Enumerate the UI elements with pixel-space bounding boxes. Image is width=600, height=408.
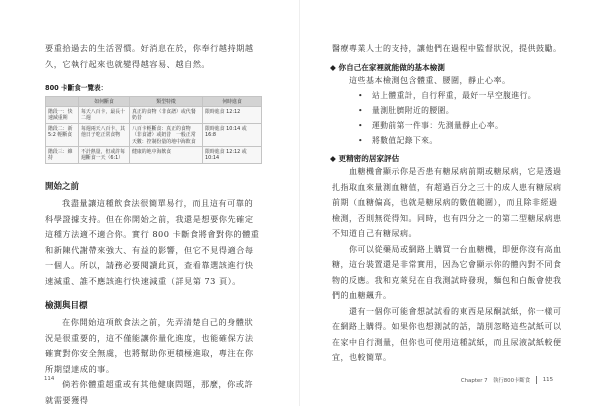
- list-item-text: 站上體重計，自行秤重，最好一早空腹進行。: [372, 91, 536, 100]
- table-cell: 限時進食 12:12 或 10:14: [203, 147, 262, 164]
- table-cell: 健康的地中海飲食: [130, 147, 203, 164]
- bullet-icon: •: [358, 136, 363, 145]
- left-para-1: 要重拾過去的生活習慣。好消息在於，你奉行越持期越久，它執行起來也就變得越容易、越自然。: [45, 43, 254, 69]
- footer-divider: [536, 376, 537, 384]
- list-item-text: 運動前第一件事：先測量靜止心率。: [372, 121, 504, 130]
- list-item-text: 將數值記錄下來。: [372, 136, 438, 145]
- section-before-start-text: 我盡量讓這種飲食法很簡單易行，而且這有可靠的科學證據支持。但在你開始之前，我還是想要你先確定這種方法適不適合你。實行 800 卡斷食將會對你的體重和新陳代謝帶來強大、有益的影響，但它不見得適合每一個人。所以，請務必要閱讀此頁，查看靠選該進行快速減重、誰不應該進行快速減重（詳見第 73 頁）。: [45, 198, 260, 286]
- table-row: [46, 147, 262, 164]
- left-page-number: 114: [44, 376, 55, 382]
- table-cell: 不計熱量，但或許每週斷食一天（6:1）: [79, 147, 130, 164]
- left-page: [0, 0, 300, 406]
- list-item-text: 量測肚臍附近的腰圍。: [372, 106, 454, 115]
- right-page: [300, 0, 600, 406]
- left-content: [45, 41, 260, 408]
- bullet-icon: •: [358, 106, 363, 115]
- table-cell: 階段三：維持: [46, 147, 79, 164]
- glucose-purchase-para: 你可以從藥局或網路上購買一台血糖機，即便你沒有高血糖，這台裝置還是非常實用，因為它會顯示你的體內對不同食物的反應。我和克萊兒在自我測試時發現，麵包和白飯會使我們的血糖飆升。: [332, 244, 562, 300]
- basic-tests-list: [332, 88, 564, 148]
- table-cell: 每週兩天八百卡，其他日子吃正常食物: [79, 124, 130, 147]
- section-title-tests-goals: 檢測與目標: [45, 301, 88, 312]
- left-last-para: 倘若你體重超重或有其他健康問題，那麼，你或許就需要獲得: [45, 379, 254, 405]
- table-title: 800 卡斷食一覽表：: [45, 84, 108, 92]
- list-item: [358, 88, 564, 103]
- right-page-footer: [461, 376, 553, 384]
- table-header-row: [46, 97, 262, 107]
- right-content: [332, 41, 564, 366]
- bullet-icon: •: [358, 121, 363, 130]
- ketone-strip-para: 還有一個你可能會想試試看的東西是尿酮試紙，你一樣可在網路上購得。如果你也想測試的話，請別忽略這些試紙可以在家中自行測量，但你也可使用這種試紙，而且尿液試紙較便宜，也較簡單。: [332, 306, 562, 362]
- section-tests-goals-text: 在你開始這項飲食法之前，先弄清楚自己的身體狀況是很重要的，這不僅能讓你量化進度，也能確保方法確實對你安全無虞，也將幫助你更積極進取，專注在你所期望達成的事。: [45, 317, 254, 374]
- fasting-plan-table: [45, 96, 262, 164]
- list-item: [358, 118, 564, 133]
- table-cell: 每天八百卡，最長十二週: [79, 107, 130, 124]
- list-item: [358, 133, 564, 148]
- right-para-1: 醫療專業人士的支持，讓他們在過程中監督狀況，提供鼓勵。: [332, 44, 562, 53]
- table-cell: 階段二：新 5:2 輕斷食: [46, 124, 79, 147]
- table-header-cell: 何時進食: [203, 97, 262, 107]
- basic-tests-intro: 這些基本檢測包含體重、腰圍，靜止心率。: [349, 75, 511, 85]
- table-cell: 限時進食 10:14 或 16:8: [203, 124, 262, 147]
- chapter-label: Chapter 7 執行800卡斷食: [460, 378, 531, 384]
- table-cell: 階段一：快速減重期: [46, 107, 79, 124]
- subhead-advanced-tests: ◆ 更精密的居家評估: [330, 154, 400, 163]
- right-page-number: 115: [542, 377, 553, 383]
- table-row: [46, 124, 262, 147]
- glucose-meter-para: 血糖機會顯示你是否患有糖尿病前期或糖尿病，它是透過扎指取血來量測血糖值，有超過百分之三十的成人患有糖尿病前期（血糖偏高，也就是糖尿病的數值範圍），而且除非經過檢測，否則無從得知。同時，也有四分之一的第二型糖尿病患不知道自己有糖尿病。: [332, 167, 562, 238]
- table-cell: 真正的食物（非食譜）或代餐奶昔: [130, 107, 203, 124]
- subhead-basic-tests: ◆ 你自己在家裡就能做的基本檢測: [330, 62, 445, 72]
- table-header-cell: 如何斷食: [79, 97, 130, 107]
- section-title-before-start: 開始之前: [45, 182, 80, 193]
- bullet-icon: •: [358, 91, 363, 100]
- table-header-cell: 類型特徵: [130, 97, 203, 107]
- table-cell: 限時進食 12:12: [203, 107, 262, 124]
- table-cell: 八百卡輕斷食：真正的食物（非食譜）或奶昔 一般正常天數：控制份量的地中海飲食: [130, 124, 203, 147]
- table-header-cell: [46, 97, 79, 107]
- table-row: [46, 107, 262, 124]
- list-item: [358, 103, 564, 118]
